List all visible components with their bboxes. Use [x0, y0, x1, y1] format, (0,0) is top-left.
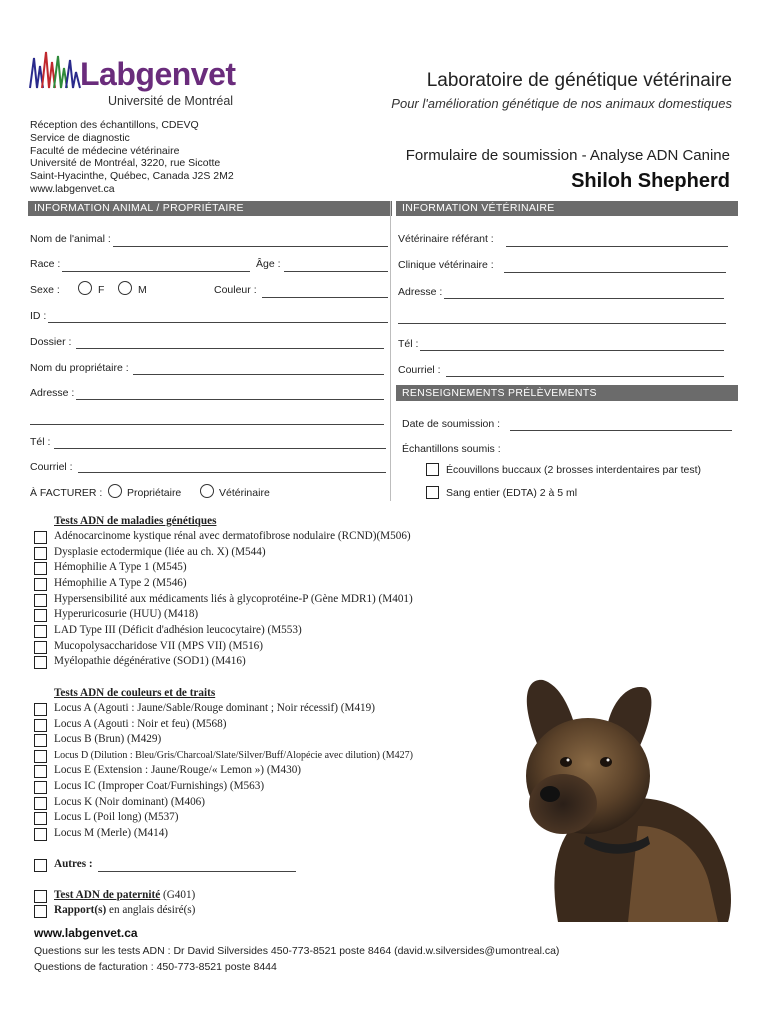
disease-test-label: LAD Type III (Déficit d'adhésion leucocytaire) (M553) [54, 624, 302, 636]
footer-tests-contact: Questions sur les tests ADN : Dr David Silversides 450-773-8521 poste 8464 (david.w.silversides@umontreal.ca) [34, 945, 560, 957]
paternity-code: (G401) [162, 889, 196, 901]
owner-address-field-2[interactable] [30, 424, 384, 425]
id-label: ID : [30, 310, 47, 322]
clinic-label: Clinique vétérinaire : [398, 259, 494, 271]
paternity-label: Test ADN de paternité [54, 889, 161, 901]
color-test-label: Locus A (Agouti : Jaune/Sable/Rouge dominant ; Noir récessif) (M419) [54, 702, 375, 714]
animal-name-field[interactable] [113, 246, 388, 247]
report-language: en anglais désiré(s) [109, 904, 196, 916]
vet-address-field[interactable] [444, 298, 724, 299]
disease-test-checkbox[interactable] [34, 641, 47, 654]
bill-vet-radio[interactable] [200, 484, 214, 498]
disease-test-label: Mucopolysaccharidose VII (MPS VII) (M516) [54, 640, 264, 652]
vet-name-label: Vétérinaire référant : [398, 233, 494, 245]
vet-address-label: Adresse : [398, 286, 443, 298]
page-subtitle: Pour l'amélioration génétique de nos animaux domestiques [391, 96, 732, 111]
dna-chromatogram-icon [28, 48, 82, 90]
color-test-checkbox[interactable] [34, 703, 47, 716]
disease-test-label: Myélopathie dégénérative (SOD1) (M416) [54, 655, 246, 667]
disease-tests-title: Tests ADN de maladies génétiques [54, 515, 217, 527]
sex-m-label: M [138, 284, 147, 296]
footer-billing-contact: Questions de facturation : 450-773-8521 poste 8444 [34, 961, 277, 973]
owner-name-label: Nom du propriétaire : [30, 362, 129, 374]
bill-label: À FACTURER : [30, 487, 103, 499]
vet-tel-field[interactable] [420, 350, 724, 351]
samples-section-header: RENSEIGNEMENTS PRÉLÈVEMENTS [396, 385, 738, 401]
vet-tel-label: Tél : [398, 338, 419, 350]
lab-address [30, 119, 234, 196]
color-label: Couleur : [214, 284, 257, 296]
color-test-label: Locus A (Agouti : Noir et feu) (M568) [54, 718, 227, 730]
age-field[interactable] [284, 271, 388, 272]
bill-owner-label: Propriétaire [127, 487, 182, 499]
vet-name-field[interactable] [506, 246, 728, 247]
submit-date-field[interactable] [510, 430, 732, 431]
age-label: Âge : [256, 258, 281, 270]
disease-test-checkbox[interactable] [34, 656, 47, 669]
sex-label: Sexe : [30, 284, 60, 296]
owner-tel-label: Tél : [30, 436, 51, 448]
page-title: Laboratoire de génétique vétérinaire [426, 70, 732, 91]
breed-field[interactable] [62, 271, 250, 272]
sex-f-radio[interactable] [78, 281, 92, 295]
color-test-label: Locus L (Poil long) (M537) [54, 811, 179, 823]
report-checkbox[interactable] [34, 905, 47, 918]
logo [28, 48, 243, 112]
owner-email-field[interactable] [78, 472, 386, 473]
report-label: Rapport(s) [54, 904, 107, 916]
file-label: Dossier : [30, 336, 72, 348]
disease-test-label: Dysplasie ectodermique (liée au ch. X) (M544) [54, 546, 266, 558]
color-test-checkbox[interactable] [34, 781, 47, 794]
sex-m-radio[interactable] [118, 281, 132, 295]
disease-test-checkbox[interactable] [34, 531, 47, 544]
breed-label: Race : [30, 258, 61, 270]
sample-swab-label: Écouvillons buccaux (2 brosses interdentaires par test) [446, 464, 702, 476]
owner-address-label: Adresse : [30, 387, 75, 399]
vet-email-field[interactable] [446, 376, 724, 377]
form-title: Formulaire de soumission - Analyse ADN Canine [405, 147, 730, 164]
address-line: Saint-Hyacinthe, Québec, Canada J2S 2M2 [30, 170, 234, 183]
disease-test-checkbox[interactable] [34, 594, 47, 607]
disease-test-checkbox[interactable] [34, 578, 47, 591]
paternity-line [54, 889, 195, 901]
address-line: www.labgenvet.ca [30, 182, 115, 195]
disease-test-label: Hypersensibilité aux médicaments liés à glycoprotéine-P (Gène MDR1) (M401) [54, 593, 413, 605]
color-test-checkbox[interactable] [34, 750, 47, 763]
color-test-label: Locus B (Brun) (M429) [54, 733, 162, 745]
color-test-label: Locus M (Merle) (M414) [54, 827, 169, 839]
logo-name: Labgenvet [80, 56, 236, 92]
color-test-label: Locus IC (Improper Coat/Furnishings) (M563) [54, 780, 265, 792]
color-test-checkbox[interactable] [34, 719, 47, 732]
owner-name-field[interactable] [133, 374, 384, 375]
color-test-checkbox[interactable] [34, 765, 47, 778]
disease-test-label: Hémophilie A Type 1 (M545) [54, 561, 187, 573]
vet-address-field-2[interactable] [398, 323, 726, 324]
color-test-checkbox[interactable] [34, 812, 47, 825]
sex-f-label: F [98, 284, 105, 296]
disease-test-label: Hyperuricosurie (HUU) (M418) [54, 608, 199, 620]
sample-blood-label: Sang entier (EDTA) 2 à 5 ml [446, 487, 578, 499]
disease-test-checkbox[interactable] [34, 562, 47, 575]
clinic-field[interactable] [504, 272, 726, 273]
file-field[interactable] [76, 348, 384, 349]
sample-blood-checkbox[interactable] [426, 486, 439, 499]
color-test-checkbox[interactable] [34, 797, 47, 810]
color-test-label: Locus K (Noir dominant) (M406) [54, 796, 206, 808]
samples-label: Échantillons soumis : [402, 443, 501, 455]
others-field[interactable] [98, 871, 296, 872]
address-line: Réception des échantillons, CDEVQ [30, 119, 199, 131]
bill-owner-radio[interactable] [108, 484, 122, 498]
disease-test-checkbox[interactable] [34, 547, 47, 560]
animal-section-header: INFORMATION ANIMAL / PROPRIÉTAIRE [28, 201, 392, 216]
footer-website-link[interactable]: www.labgenvet.ca [34, 926, 138, 940]
others-checkbox[interactable] [34, 859, 47, 872]
color-test-label: Locus E (Extension : Jaune/Rouge/« Lemon ») (M430) [54, 764, 302, 776]
column-divider [390, 201, 391, 501]
color-test-label: Locus D (Dilution : Bleu/Gris/Charcoal/Slate/Silver/Buff/Alopécie avec dilution) (M427) [54, 750, 413, 761]
dog-photo [488, 676, 740, 922]
disease-test-checkbox[interactable] [34, 625, 47, 638]
sample-swab-checkbox[interactable] [426, 463, 439, 476]
bill-vet-label: Vétérinaire [219, 487, 270, 499]
id-field[interactable] [48, 322, 388, 323]
owner-tel-field[interactable] [54, 448, 386, 449]
breed-title: Shiloh Shepherd [571, 170, 730, 192]
report-line [54, 904, 195, 916]
disease-test-checkbox[interactable] [34, 609, 47, 622]
owner-address-field[interactable] [76, 399, 384, 400]
color-tests-title: Tests ADN de couleurs et de traits [54, 687, 216, 699]
disease-test-label: Adénocarcinome kystique rénal avec dermatofibrose nodulaire (RCND)(M506) [54, 530, 411, 542]
vet-email-label: Courriel : [398, 364, 441, 376]
disease-test-label: Hémophilie A Type 2 (M546) [54, 577, 187, 589]
submit-date-label: Date de soumission : [402, 418, 501, 430]
address-line: Faculté de médecine vétérinaire [30, 144, 180, 157]
address-line: Service de diagnostic [30, 131, 130, 144]
owner-email-label: Courriel : [30, 461, 73, 473]
color-field[interactable] [262, 297, 388, 298]
color-test-checkbox[interactable] [34, 828, 47, 841]
address-line: Université de Montréal, 3220, rue Sicotte [30, 157, 221, 170]
logo-university: Université de Montréal [108, 94, 234, 108]
animal-name-label: Nom de l'animal : [30, 233, 111, 245]
color-test-checkbox[interactable] [34, 734, 47, 747]
vet-section-header: INFORMATION VÉTÉRINAIRE [396, 201, 738, 216]
paternity-checkbox[interactable] [34, 890, 47, 903]
others-label: Autres : [54, 858, 93, 870]
